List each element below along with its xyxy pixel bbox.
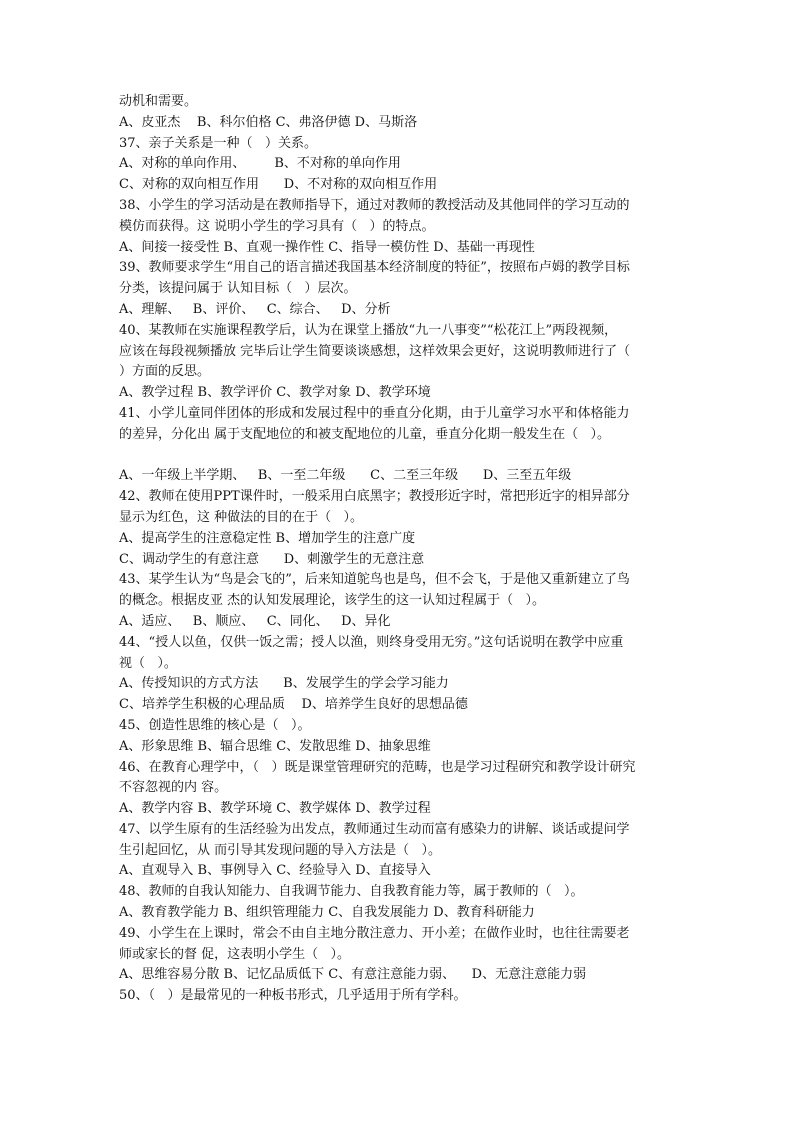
question-46-cont: 不容忽视的内 容。 bbox=[119, 780, 228, 796]
question-40-cont: 应该在每段视频播放 完毕后让学生简要谈谈感想，这样效果会更好，这说明教师进行了（ bbox=[119, 343, 631, 359]
answer-options: A、适应、 B、顺应、 C、同化、 D、异化 bbox=[119, 613, 391, 629]
answer-options: A、直观导入 B、事例导入 C、经验导入 D、直接导入 bbox=[119, 863, 431, 879]
question-42: 42、教师在使用PPT课件时，一般采用白底黑字；教授形近字时，常把形近字的相异部分 bbox=[119, 489, 630, 505]
question-47: 47、以学生原有的生活经验为出发点，教师通过生动而富有感染力的讲解、谈话或提问学 bbox=[119, 821, 630, 837]
answer-options: A、提高学生的注意稳定性 B、增加学生的注意广度 bbox=[119, 530, 416, 546]
question-38-cont: 模仿而获得。这 说明小学生的学习具有（ ）的特点。 bbox=[119, 218, 435, 234]
question-49: 49、小学生在上课时，常会不由自主地分散注意力、开小差；在做作业时，也往往需要老 bbox=[119, 925, 630, 941]
question-46: 46、在教育心理学中，（ ）既是课堂管理研究的范畴，也是学习过程研究和教学设计研究 bbox=[119, 759, 636, 775]
question-39-cont: 分类，该提问属于 认知目标（ ）层次。 bbox=[119, 281, 357, 297]
question-39: 39、教师要求学生“用自己的语言描述我国基本经济制度的特征”，按照布卢姆的教学目标 bbox=[119, 260, 630, 276]
question-41: 41、小学儿童同伴团体的形成和发展过程中的垂直分化期，由于儿童学习水平和体格能力 bbox=[119, 405, 630, 421]
answer-options: A、对称的单向作用、 B、不对称的单向作用 bbox=[119, 156, 401, 172]
question-40: 40、某教师在实施课程教学后，认为在课堂上播放“九一八事变”“松花江上”两段视频， bbox=[119, 322, 618, 338]
question-44-cont: 视（ ）。 bbox=[119, 655, 177, 671]
question-42-cont: 显示为红色，这 种做法的目的在于（ ）。 bbox=[119, 509, 364, 525]
answer-options: A、教学内容 B、教学环境 C、教学媒体 D、教学过程 bbox=[119, 801, 431, 817]
answer-options: A、理解、 B、评价、 C、综合、 D、分析 bbox=[119, 301, 391, 317]
answer-options: A、教育教学能力 B、组织管理能力 C、自我发展能力 D、教育科研能力 bbox=[119, 905, 535, 921]
answer-options: A、间接一接受性 B、直观一操作性 C、指导一模仿性 D、基础一再现性 bbox=[119, 239, 535, 255]
question-48: 48、教师的自我认知能力、自我调节能力、自我教育能力等，属于教师的（ ）。 bbox=[119, 884, 584, 900]
answer-options: A、传授知识的方式方法 B、发展学生的学会学习能力 bbox=[119, 676, 449, 692]
answer-options: C、调动学生的有意注意 D、刺激学生的无意注意 bbox=[119, 551, 425, 567]
text-line: 动机和需要。 bbox=[119, 94, 198, 109]
question-49-cont: 师或家长的督 促，这表明小学生（ ）。 bbox=[119, 946, 351, 962]
answer-options: A、教学过程 B、教学评价 C、教学对象 D、教学环境 bbox=[119, 385, 431, 401]
question-41-cont: 的差异，分化出 属于支配地位的和被支配地位的儿童，垂直分化期一般发生在（ ）。 bbox=[119, 426, 611, 442]
answer-options: C、培养学生积极的心理品质 D、培养学生良好的思想品德 bbox=[119, 697, 468, 713]
document-page bbox=[119, 92, 679, 1007]
answer-options: A、皮亚杰 B、科尔伯格 C、弗洛伊德 D、马斯洛 bbox=[119, 114, 418, 130]
answer-options: C、对称的双向相互作用 D、不对称的双向相互作用 bbox=[119, 177, 438, 193]
question-47-cont: 生引起回忆，从 而引导其发现问题的导入方法是（ ）。 bbox=[119, 842, 442, 858]
question-44: 44、“授人以鱼，仅供一饭之需；授人以渔，则终身受用无穷。”这句话说明在教学中应重 bbox=[119, 634, 624, 650]
question-38: 38、小学生的学习活动是在教师指导下，通过对教师的教授活动及其他同伴的学习互动的 bbox=[119, 197, 630, 213]
answer-options: A、一年级上半学期、 B、一至二年级 C、二至三年级 D、三至五年级 bbox=[119, 468, 572, 484]
question-40-cont: ）方面的反思。 bbox=[119, 364, 211, 380]
question-50: 50、（ ）是最常见的一种板书形式，几乎适用于所有学科。 bbox=[119, 988, 467, 1004]
question-45: 45、创造性思维的核心是（ ）。 bbox=[119, 717, 311, 733]
question-37: 37、亲子关系是一种（ ）关系。 bbox=[119, 135, 317, 151]
blank-line bbox=[119, 446, 679, 467]
answer-options: A、思维容易分散 B、记忆品质低下 C、有意注意能力弱、 D、无意注意能力弱 bbox=[119, 967, 587, 983]
question-43-cont: 的概念。根据皮亚 杰的认知发展理论，该学生的这一认知过程属于（ ）。 bbox=[119, 593, 546, 609]
question-43: 43、某学生认为“鸟是会飞的”，后来知道鸵鸟也是鸟，但不会飞，于是他又重新建立了鸟 bbox=[119, 572, 630, 588]
answer-options: A、形象思维 B、辐合思维 C、发散思维 D、抽象思维 bbox=[119, 738, 431, 754]
